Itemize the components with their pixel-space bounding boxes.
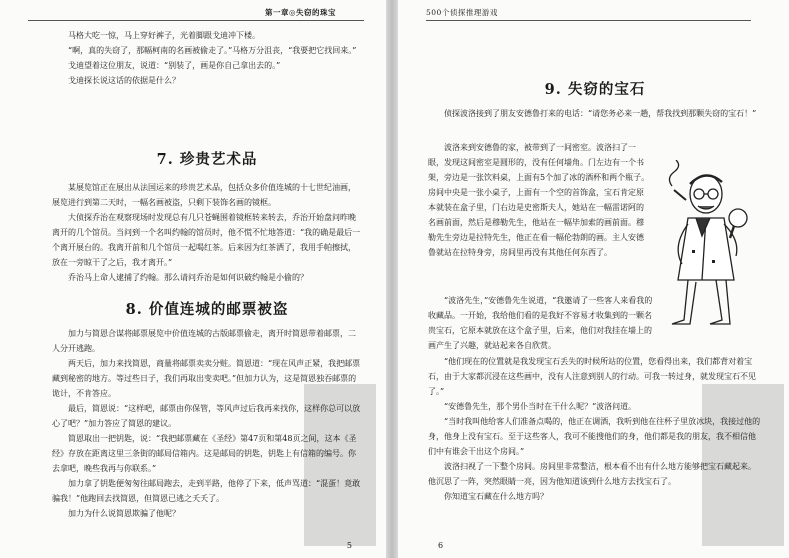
paragraph: 你知道宝石藏在什么地方吗？	[444, 492, 548, 501]
paragraph: 两天后，加力来找简恩，商量将邮票卖卖分赃。简恩道：“现在风声正紧，我把邮票藏到秘密的地方。等过些日子，我们再取出变卖吧。”但加力认为，这是简恩独吞邮票的诡计，不肯答应。	[52, 359, 361, 398]
page-number-right: 6	[438, 541, 444, 550]
section-7-title: 7. 珍贵艺术品	[156, 151, 258, 168]
paragraph: 乔治马上命人逮捕了约翰。那么请问乔治是如何识破约翰是小偷的？	[68, 273, 308, 282]
paragraph: 波洛扫视了一下整个房间。房间里非常整洁，根本看不出有什么地方能够把宝石藏起来。他沉思了一阵，突然眼睛一亮，因为他知道该到什么地方去找宝石了。	[428, 462, 756, 486]
header-rule-right	[426, 20, 751, 21]
paragraph: 简恩取出一把钥匙，说：“我把邮票藏在《圣经》第47页和第48页之间，这本《圣经》存放在距离这里三条街的邮局信箱内。这是邮局的钥匙，钥匙上有信箱的编号。你去拿吧，晚些我再与你联系。”	[52, 434, 357, 473]
paragraph: “当时我叫他给客人们准备点喝的，他正在调酒，我听到他在往杯子里放冰块，我接过他的身，他身上没有宝石。至于这些客人，我可不能搜他们的身，他们都是我的朋友，我不相信他们中有谁会干出这个房间。”	[428, 417, 761, 456]
section-8-title: 8. 价值连城的邮票被盗	[125, 301, 289, 318]
paragraph: 加力为什么说简恩欺骗了他呢？	[68, 509, 180, 518]
paragraph: 最后，简恩说：“这样吧，邮票由你保管，等风声过后我再来找你，这样你总可以放心了吧？”加力答应了简恩的建议。	[52, 404, 361, 428]
page-number-left: 5	[346, 541, 352, 550]
section-9-intro	[428, 106, 762, 121]
paragraph: 戈迪探长说这话的依据是什么？	[68, 76, 180, 85]
paragraph: 戈迪望着这位朋友，说道：“别装了，画是你自己拿出去的。”	[68, 61, 281, 70]
running-head-left: 第一章◎失窃的珠宝	[264, 8, 336, 17]
book-gutter	[386, 0, 398, 558]
paragraph: 大侦探乔治在观察现场时发现总有几只苍蝇围着镜框转来转去，乔治开始盘问昨晚离开的几个馆员。当问到一个名叫约翰的馆员时，他不慌不忙地答道：“我的确是最后一个离开展台的。我离开前和几个馆员一起喝红茶。后来因为红茶洒了，我用手帕擦拭，放在一旁晾干了之后，我才离开。”	[52, 213, 361, 267]
detective-illustration	[652, 160, 758, 330]
paragraph: 加力与简恩合谋将邮票展览中价值连城的古版邮票偷走，离开时简恩带着邮票，二人分开逃跑。	[52, 329, 356, 353]
section-8-body	[52, 326, 362, 521]
header-rule-left	[28, 20, 364, 21]
paragraph: 加力拿了钥匙便匆匆往邮局跑去，走到半路，他停了下来，低声骂道：“混蛋！竟敢骗我！”他跑回去找简恩，但简恩已逃之夭夭了。	[52, 479, 361, 503]
section-9-first-para	[428, 140, 650, 260]
section-7-body	[52, 180, 362, 285]
paragraph: 马格大吃一惊，马上穿好裤子，光着脚跟戈迪冲下楼。	[68, 31, 260, 40]
running-head-right: 500个侦探推理游戏	[426, 8, 498, 17]
paragraph: 某展览馆正在展出从法国运来的珍贵艺术品，包括众多价值连城的十七世纪油画，展览进行到第二天时，一幅名画被盗，只剩下装饰名画的镜框。	[52, 183, 356, 207]
paragraph: 波洛来到安德鲁的家，被带到了一间密室。波洛扫了一眼，发现这间密室是圆形的，没有任何墙角。门左边有一个书架，旁边是一张饮料桌，上面有5个加了冰的酒杯和两个瓶子。房间中央是一张小桌子，上面有一个空的首饰盒，宝石肯定原本就装在盒子里，门右边是史密斯夫人，她站在一幅雷诺阿的名画前面，然后是穆勒先生，他站在一幅毕加索的画前面。穆勒先生旁边是拉特先生，他正在看一幅伦勃朗的画。主人安德鲁就站在拉特身旁，房间里再没有其他任何东西了。	[428, 143, 650, 257]
section-9-body	[428, 354, 762, 504]
paragraph: “安德鲁先生，那个男仆当时在干什么呢？”波洛问道。	[444, 402, 637, 411]
left-page	[0, 0, 386, 558]
section-9-title: 9. 失窃的宝石	[544, 81, 646, 98]
left-top-text	[52, 28, 362, 88]
paragraph: 侦探波洛接到了朋友安德鲁打来的电话：“请您务必来一趟，帮我找到那颗失窃的宝石！”	[444, 109, 757, 118]
right-page	[398, 0, 789, 558]
paragraph: “他们现在的位置就是我发现宝石丢失的时候所站的位置，您看得出来，我们都背对着宝石，由于大家都沉浸在这些画中，没有人注意到别人的行动。可我一转过身，就发现宝石不见了。”	[428, 357, 756, 396]
paragraph: “啊，真的失窃了，那幅柯南的名画被偷走了。”马格万分沮丧，“我要把它找回来。”	[68, 46, 357, 55]
paragraph: “波洛先生，”安德鲁先生说道，“我邀请了一些客人来看我的收藏品。一开始，我给他们看的是我好不容易才收集到的一颗名贵宝石，它原本就放在这个盒子里，后来，他们对我挂在墙上的画产生了兴趣，就站起来各自欣赏。	[428, 296, 653, 350]
section-9-body-narrow	[428, 293, 656, 353]
